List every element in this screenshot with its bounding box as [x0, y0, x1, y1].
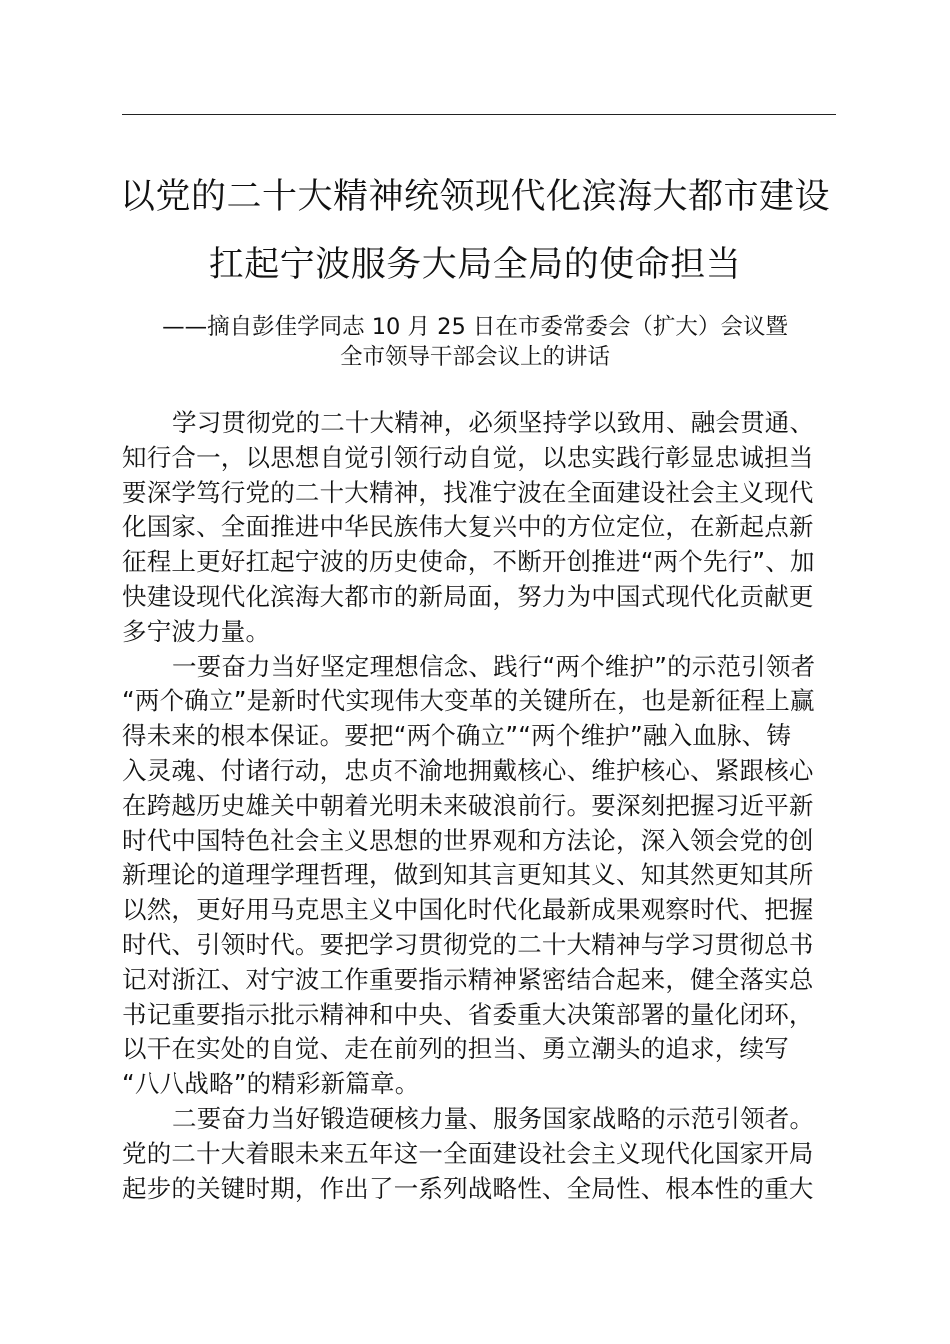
body-line: 新理论的道理学理哲理，做到知其言更知其义、知其然更知其所 — [122, 860, 814, 890]
body-line: “两个确立”是新时代实现伟大变革的关键所在，也是新征程上赢 — [122, 686, 815, 716]
body-line: 入灵魂、付诸行动，忠贞不渝地拥戴核心、维护核心、紧跟核心 — [122, 755, 814, 785]
document-subtitle-line-1: ——摘自彭佳学同志 10 月 25 日在市委常委会（扩大）会议暨 — [162, 314, 788, 340]
body-line: 多宁波力量。 — [122, 616, 271, 646]
body-line: 党的二十大着眼未来五年这一全面建设社会主义现代化国家开局 — [122, 1138, 814, 1168]
body-line: 以干在实处的自觉、走在前列的担当、勇立潮头的追求，续写 — [122, 1034, 789, 1064]
document-title-line-1: 以党的二十大精神统领现代化滨海大都市建设 — [119, 177, 830, 217]
document-subtitle-line-2: 全市领导干部会议上的讲话 — [339, 344, 610, 370]
body-line: 时代中国特色社会主义思想的世界观和方法论，深入领会党的创 — [122, 825, 814, 855]
body-line: 以然，更好用马克思主义中国化时代化最新成果观察时代、把握 — [122, 895, 814, 925]
body-line: 书记重要指示批示精神和中央、省委重大决策部署的量化闭环， — [122, 999, 814, 1029]
body-line: “八八战略”的精彩新篇章。 — [122, 1069, 420, 1099]
body-line: 要深学笃行党的二十大精神，找准宁波在全面建设社会主义现代 — [122, 477, 814, 507]
header-rule — [122, 114, 836, 115]
body-line: 知行合一，以思想自觉引领行动自觉，以忠实践行彰显忠诚担当 — [122, 442, 814, 472]
body-line: 时代、引领时代。要把学习贯彻党的二十大精神与学习贯彻总书 — [122, 929, 814, 959]
body-line: 化国家、全面推进中华民族伟大复兴中的方位定位，在新起点新 — [122, 512, 814, 542]
body-line: 在跨越历史雄关中朝着光明未来破浪前行。要深刻把握习近平新 — [122, 790, 814, 820]
body-line: 快建设现代化滨海大都市的新局面，努力为中国式现代化贡献更 — [122, 581, 814, 611]
body-line: 学习贯彻党的二十大精神，必须坚持学以致用、融会贯通、 — [172, 408, 815, 437]
document-title-line-2: 扛起宁波服务大局全局的使命担当 — [208, 245, 742, 285]
body-line: 得未来的根本保证。要把“两个确立”“两个维护”融入血脉、铸 — [122, 721, 792, 751]
body-line: 征程上更好扛起宁波的历史使命，不断开创推进“两个先行”、加 — [122, 547, 815, 577]
body-line: 一要奋力当好坚定理想信念、践行“两个维护”的示范引领者 — [172, 651, 816, 681]
body-line: 起步的关键时期，作出了一系列战略性、全局性、根本性的重大 — [122, 1173, 814, 1203]
body-line: 记对浙江、对宁波工作重要指示精神紧密结合起来，健全落实总 — [122, 964, 814, 994]
body-line: 二要奋力当好锻造硬核力量、服务国家战略的示范引领者。 — [172, 1103, 815, 1133]
document-body — [122, 406, 842, 1206]
